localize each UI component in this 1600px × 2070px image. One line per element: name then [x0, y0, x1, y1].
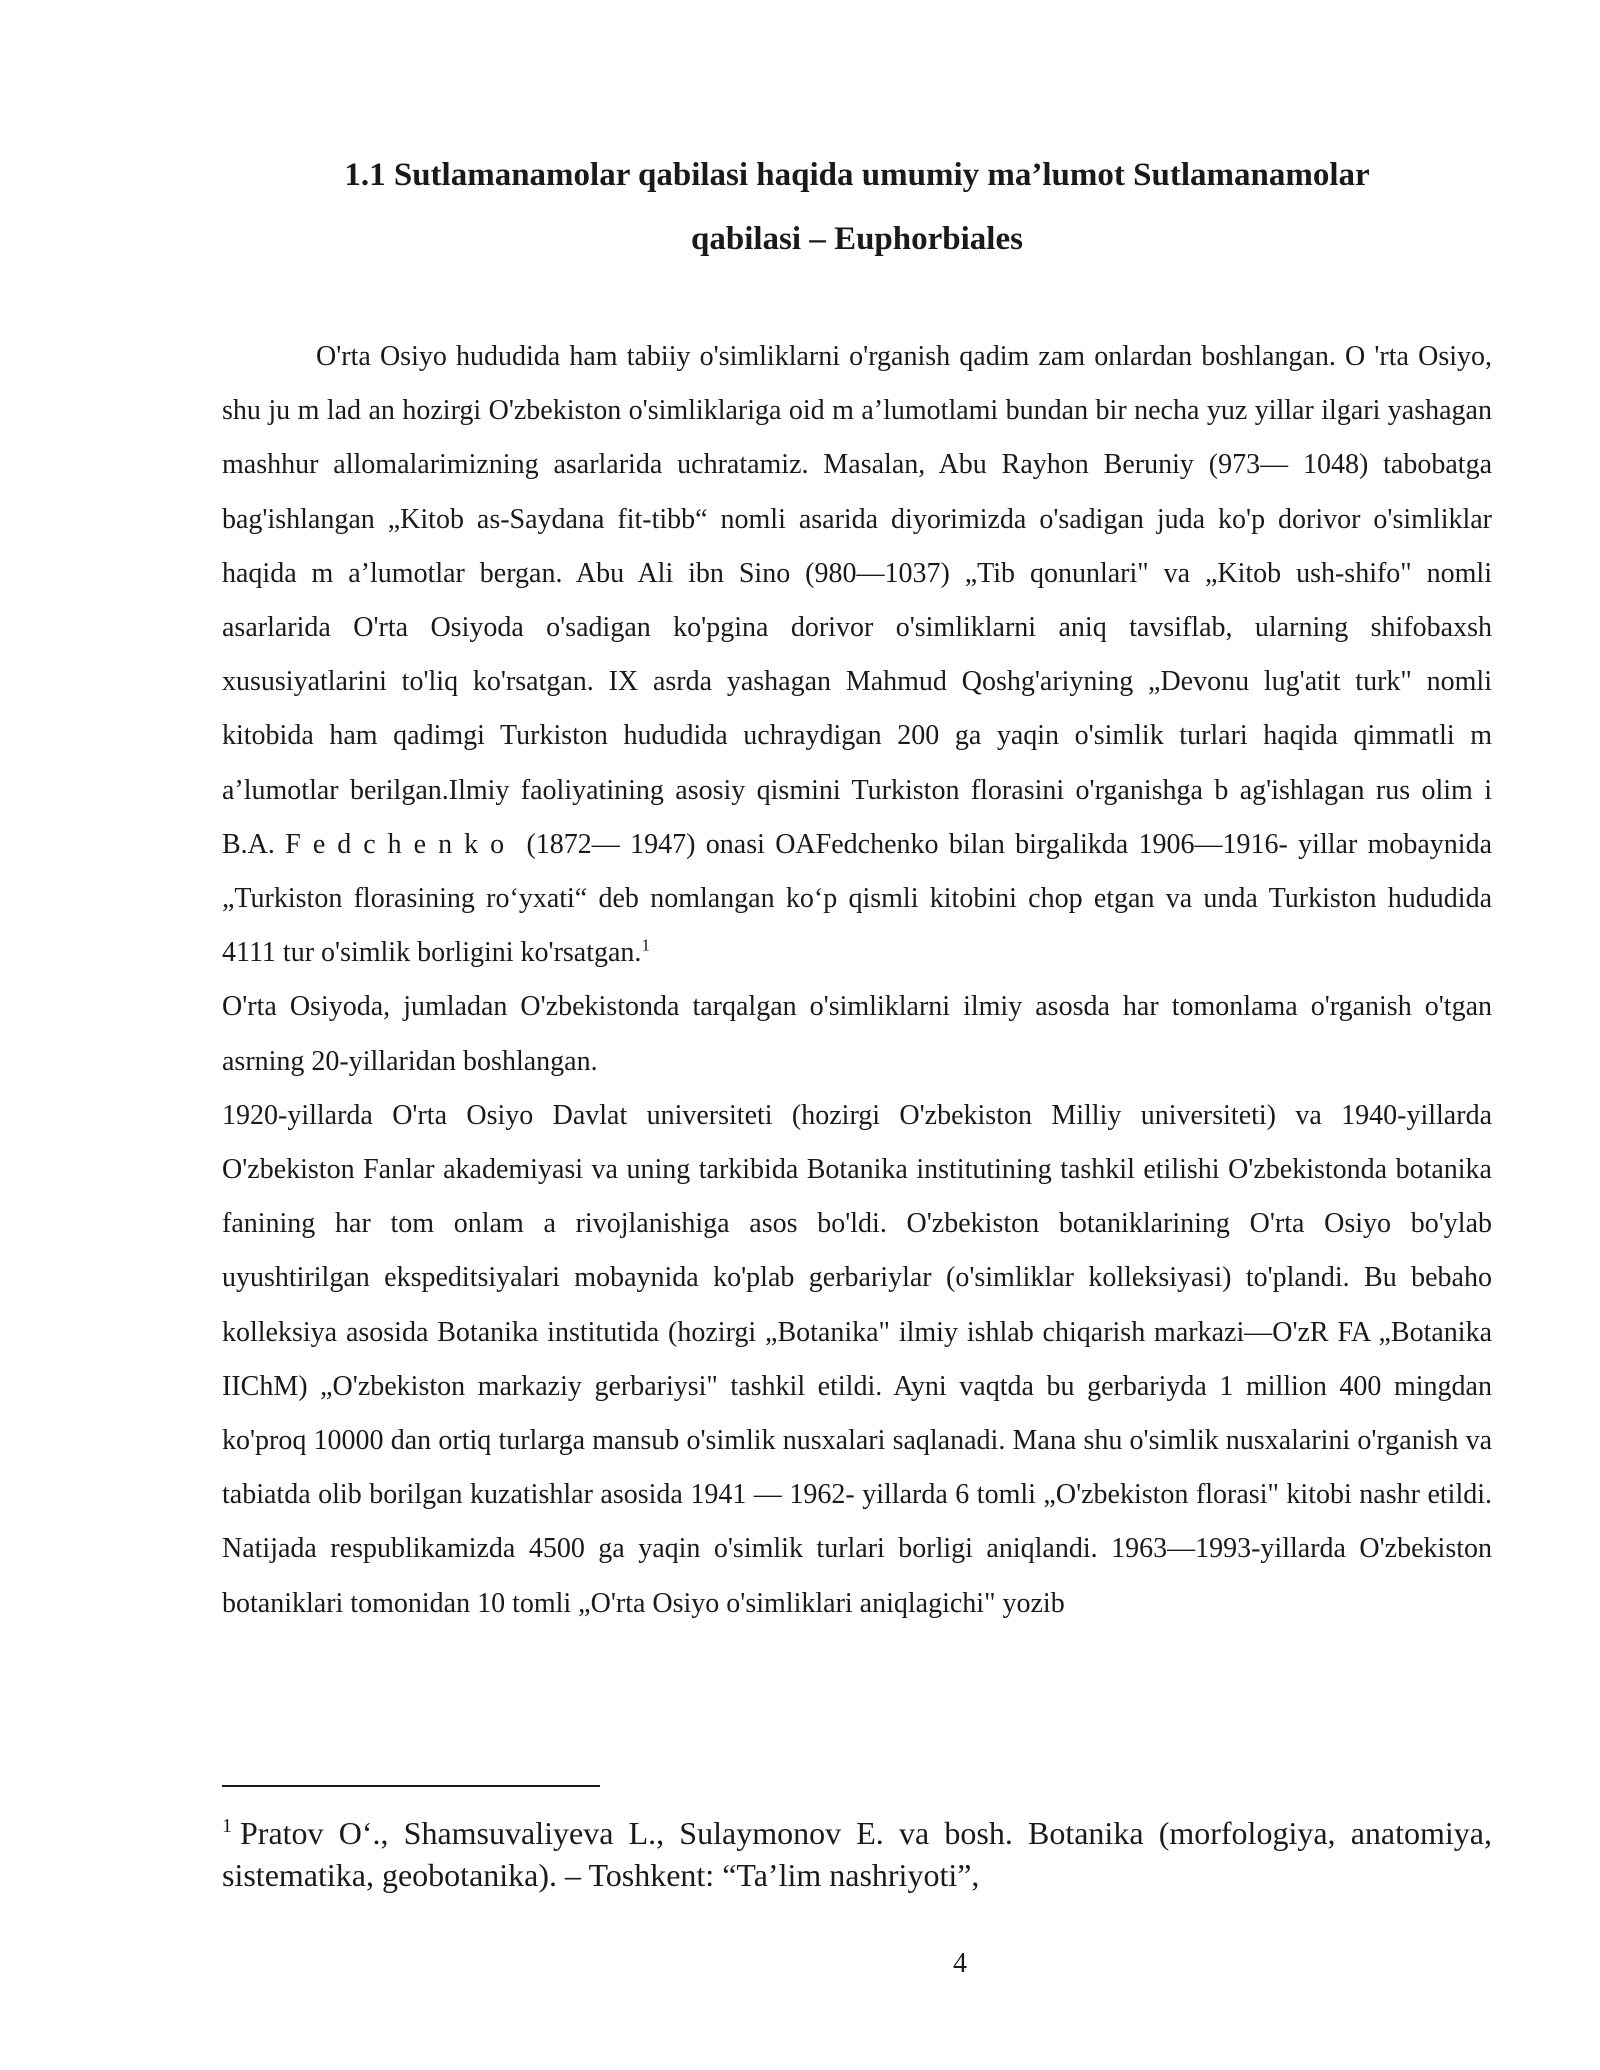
footnote-reference[interactable]: 1 — [641, 935, 650, 955]
footnote-text: Pratov O‘., Shamsuvaliyeva L., Sulaymonov E. va bosh. Botanika (morfologiya, anatomiya, sistematika, geobotanika). – Toshkent: “Ta’lim nashriyoti”, — [222, 1815, 1492, 1893]
paragraph-2: O'rta Osiyoda, jumladan O'zbekistonda tarqalgan o'simliklarni ilmiy asosda har tomonlama o'rganish o'tgan asrning 20-yillaridan boshlangan. — [222, 991, 1492, 1077]
paragraph-1 — [222, 330, 1492, 980]
body-text — [222, 330, 1492, 1631]
section-heading — [222, 143, 1492, 271]
paragraph-3: 1920-yillarda O'rta Osiyo Davlat universiteti (hozirgi O'zbekiston Milliy universiteti) va 1940-yillarda O'zbekiston Fanlar akademiyasi va uning tarkibida Botanika institutining tashkil etilishi O'zbekistonda botanika fanining har tom onlam a rivojlanishiga asos bo'ldi. O'zbekiston botaniklarining O'rta Osiyo bo'ylab uyushtirilgan ekspeditsiyalari mobaynida ko'plab gerbariylar (o'simliklar kolleksiyasi) to'plandi. Bu bebaho kolleksiya asosida Botanika institutida (hozirgi „Botanika" ilmiy ishlab chiqarish markazi—O'zR FA „Botanika IIChM) „O'zbekiston markaziy gerbariysi" tashkil etildi. Ayni vaqtda bu gerbariyda 1 million 400 mingdan ko'proq 10000 dan ortiq turlarga mansub o'simlik nusxalari saqlanadi. Mana shu o'simlik nusxalarini o'rganish va tabiatda olib borilgan kuzatishlar asosida 1941 — 1962- yillarda 6 tomli „O'zbekiston florasi" kitobi nashr etildi. Natijada respublikamizda 4500 ga yaqin o'simlik turlari borligi aniqlandi. 1963—1993-yillarda O'zbekiston botaniklari tomonidan 10 tomli „O'rta Osiyo o'simliklari aniqlagichi" yozib — [222, 1099, 1492, 1619]
page-number: 4 — [953, 1948, 967, 1979]
section-heading-line-2: qabilasi – Euphorbiales — [691, 221, 1023, 257]
paragraph-1-text: O'rta Osiyo hududida ham tabiiy o'simliklarni o'rganish qadim zam onlardan boshlangan. O 'rta Osiyo, shu ju m lad an hozirgi O'zbekiston o'simliklariga oid m a’lumotlami bundan bir necha yuz yillar ilgari yashagan mashhur allomalarimizning asarlarida uchratamiz. Masalan, Abu Rayhon Beruniy (973— 1048) tabobatga bag'ishlangan „Kitob as-Saydana fit-tibb“ nomli asarida diyorimizda o'sadigan juda ko'p dorivor o'simliklar haqida m a’lumotlar bergan. Abu Ali ibn Sino (980—1037) „Tib qonunlari" va „Kitob ush-shifo" nomli asarlarida O'rta Osiyoda o'sadigan ko'pgina dorivor o'simliklarni aniq tavsiflab, ularning shifobaxsh xususiyatlarini to'liq ko'rsatgan. IX asrda yashagan Mahmud Qoshg'ariyning „Devonu lug'atit turk" nomli kitobida ham qadimgi Turkiston hududida uchraydigan 200 ga yaqin o'simlik turlari haqida qimmatli m a’lumotlar berilgan.Ilmiy faoliyatining asosiy qismini Turkiston florasini o'rganishga b ag'ishlagan rus olim i B.A. — [222, 341, 1492, 860]
paragraph-1-end: (1872— 1947) onasi OAFedchenko bilan birgalikda 1906—1916- yillar mobaynida „Turkiston florasining ro‘yxati“ deb nomlangan ko‘p qismli kitobini chop etgan va unda Turkiston hududida 4111 tur o'simlik borligini ko'rsatgan. — [222, 828, 1493, 969]
section-heading-line-1: 1.1 Sutlamanamolar qabilasi haqida umumiy ma’lumot Sutlamanamolar — [344, 157, 1370, 193]
footnote-separator — [222, 1785, 600, 1787]
footnote — [222, 1812, 1492, 1896]
spaced-name: Fedchenko — [285, 828, 517, 860]
footnote-number: 1 — [222, 1815, 232, 1837]
